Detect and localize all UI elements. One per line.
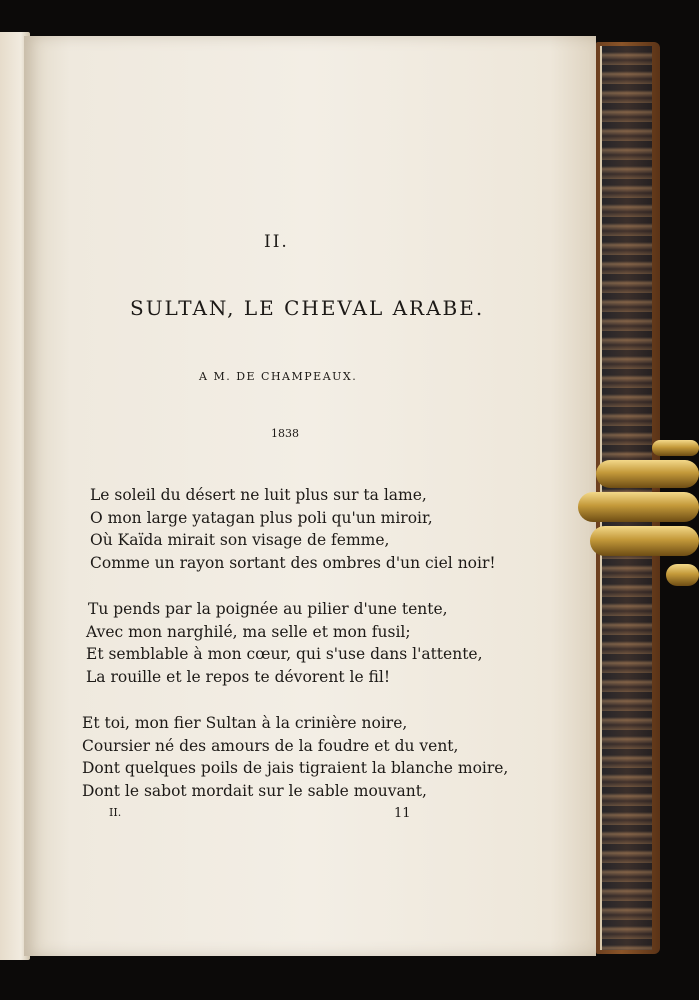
- poem-line: O mon large yatagan plus poli qu'un miroir,: [90, 508, 433, 527]
- poem-line: Avec mon narghilé, ma selle et mon fusil;: [86, 622, 411, 641]
- signature-mark: II.: [109, 806, 122, 819]
- poem-line: Le soleil du désert ne luit plus sur ta lame,: [90, 486, 427, 504]
- poem-line: Et toi, mon fier Sultan à la crinière noire,: [82, 714, 408, 732]
- poem-line: La rouille et le repos te dévorent le fil!: [86, 667, 391, 686]
- poem-line: Et semblable à mon cœur, qui s'use dans l'attente,: [86, 645, 483, 663]
- brass-clasp-icon: [576, 440, 699, 590]
- poem-line: Où Kaïda mirait son visage de femme,: [90, 531, 390, 549]
- poem-title: SULTAN, LE CHEVAL ARABE.: [130, 296, 485, 320]
- page-number: 11: [394, 806, 411, 821]
- poem-line: Dont le sabot mordait sur le sable mouvant,: [82, 781, 427, 800]
- poem-year: 1838: [271, 427, 299, 440]
- dedication: A M. DE CHAMPEAUX.: [199, 370, 358, 383]
- poem-line: Tu pends par la poignée au pilier d'une tente,: [88, 600, 448, 618]
- poem-line: Coursier né des amours de la foudre et du vent,: [82, 736, 459, 755]
- section-number: II.: [264, 232, 289, 252]
- poem-line: Dont quelques poils de jais tigraient la blanche moire,: [82, 759, 509, 777]
- poem-line: Comme un rayon sortant des ombres d'un ciel noir!: [90, 553, 496, 572]
